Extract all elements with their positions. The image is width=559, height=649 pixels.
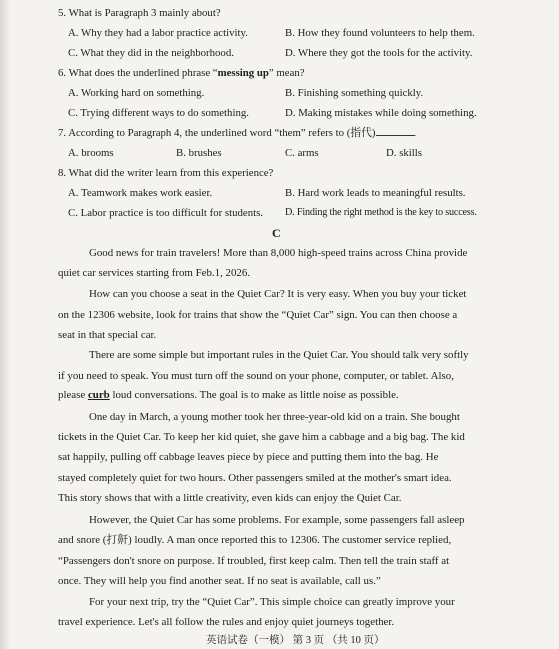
underlined-word-curb: curb [87,389,110,401]
answer-blank [376,126,414,136]
q6-question [58,66,305,80]
q7-question: 7. According to Paragraph 4, the underlined word “them” refers to (指代) . [58,127,417,139]
q7-question-text: 7. According to Paragraph 4, the underlined word “them” refers to (指代) [58,127,376,139]
q8-option-b: B. Hard work leads to meaningful results. [285,187,466,199]
passage-line: once. They will help you find another seat. If no seat is available, call us.” [58,575,381,587]
q8-option-c: C. Labor practice is too difficult for students. [68,207,263,219]
page-spine-shadow [0,0,10,649]
passage-line: Good news for train travelers! More than 8,000 high-speed trains across China provide [89,247,468,259]
passage-text: loud conversations. The goal is to make as little noise as possible. [109,389,399,401]
passage-line: travel experience. Let's all follow the rules and enjoy quiet journeys together. [58,616,395,628]
passage-line: seat in that special car. [58,329,157,341]
q7-option-d: D. skills [386,147,422,159]
q5-option-c: C. What they did in the neighborhood. [68,47,234,59]
passage-text: please [58,389,88,401]
passage-line: For your next trip, try the “Quiet Car”. This simple choice can greatly improve your [89,596,455,608]
passage-line: stayed completely quiet for two hours. Other passengers smiled at the mother's smart idea. [58,472,452,484]
q6-option-c: C. Trying different ways to do something. [68,107,249,119]
q5-question: 5. What is Paragraph 3 mainly about? [58,7,221,19]
passage-line: quiet car services starting from Feb.1, 2026. [58,267,251,279]
q6-question-pre: 6. What does the underlined phrase “ [58,67,218,79]
page-footer: 英语试卷（一模） 第 3 页 （共 10 页） [206,635,385,646]
q5-option-d: D. Where they got the tools for the activity. [285,47,473,59]
q8-question: 8. What did the writer learn from this experience? [58,167,274,179]
q5-option-b: B. How they found volunteers to help them. [285,27,475,39]
passage-line: How can you choose a seat in the Quiet Car? It is very easy. When you buy your ticket [89,288,467,300]
passage-line: on the 12306 website, look for trains that show the “Quiet Car” sign. You can then choose a [58,309,458,321]
section-heading: C [272,226,281,240]
passage-line: sat happily, pulling off cabbage leaves piece by piece and putting them into the bag. He [58,451,439,463]
passage-line: One day in March, a young mother took her three-year-old kid on a train. She bought [89,411,460,423]
passage-line: if you need to speak. You must turn off the sound on your phone, computer, or tablet. Also, [58,370,454,382]
q6-option-b: B. Finishing something quickly. [285,87,424,99]
passage-line: There are some simple but important rules in the Quiet Car. You should talk very softly [89,349,469,361]
q5-option-a: A. Why they had a labor practice activity. [68,27,248,39]
q6-option-a: A. Working hard on something. [68,87,205,99]
q7-option-a: A. brooms [68,147,114,159]
passage-line: tickets in the Quiet Car. To keep her kid quiet, she gave him a cabbage and a big bag. The kid [58,431,465,443]
q6-option-d: D. Making mistakes while doing something. [285,107,477,119]
q7-option-c: C. arms [285,147,319,159]
q8-option-a: A. Teamwork makes work easier. [68,187,213,199]
passage-line [58,388,501,402]
passage-line: “Passengers don't snore on purpose. If troubled, first keep calm. Then tell the train staff at [58,555,450,567]
passage-line: and snore (打鼾) loudly. A man once reported this to 12306. The customer service replied, [58,534,452,546]
q6-underlined-phrase: messing up [217,67,269,79]
q8-option-d: D. Finding the right method is the key to success. [285,207,477,218]
q6-question-post: ” mean? [268,67,305,79]
passage-line: However, the Quiet Car has some problems. For example, some passengers fall asleep [89,514,465,526]
q7-option-b: B. brushes [176,147,222,159]
passage-line: This story shows that with a little creativity, even kids can enjoy the Quiet Car. [58,492,402,504]
